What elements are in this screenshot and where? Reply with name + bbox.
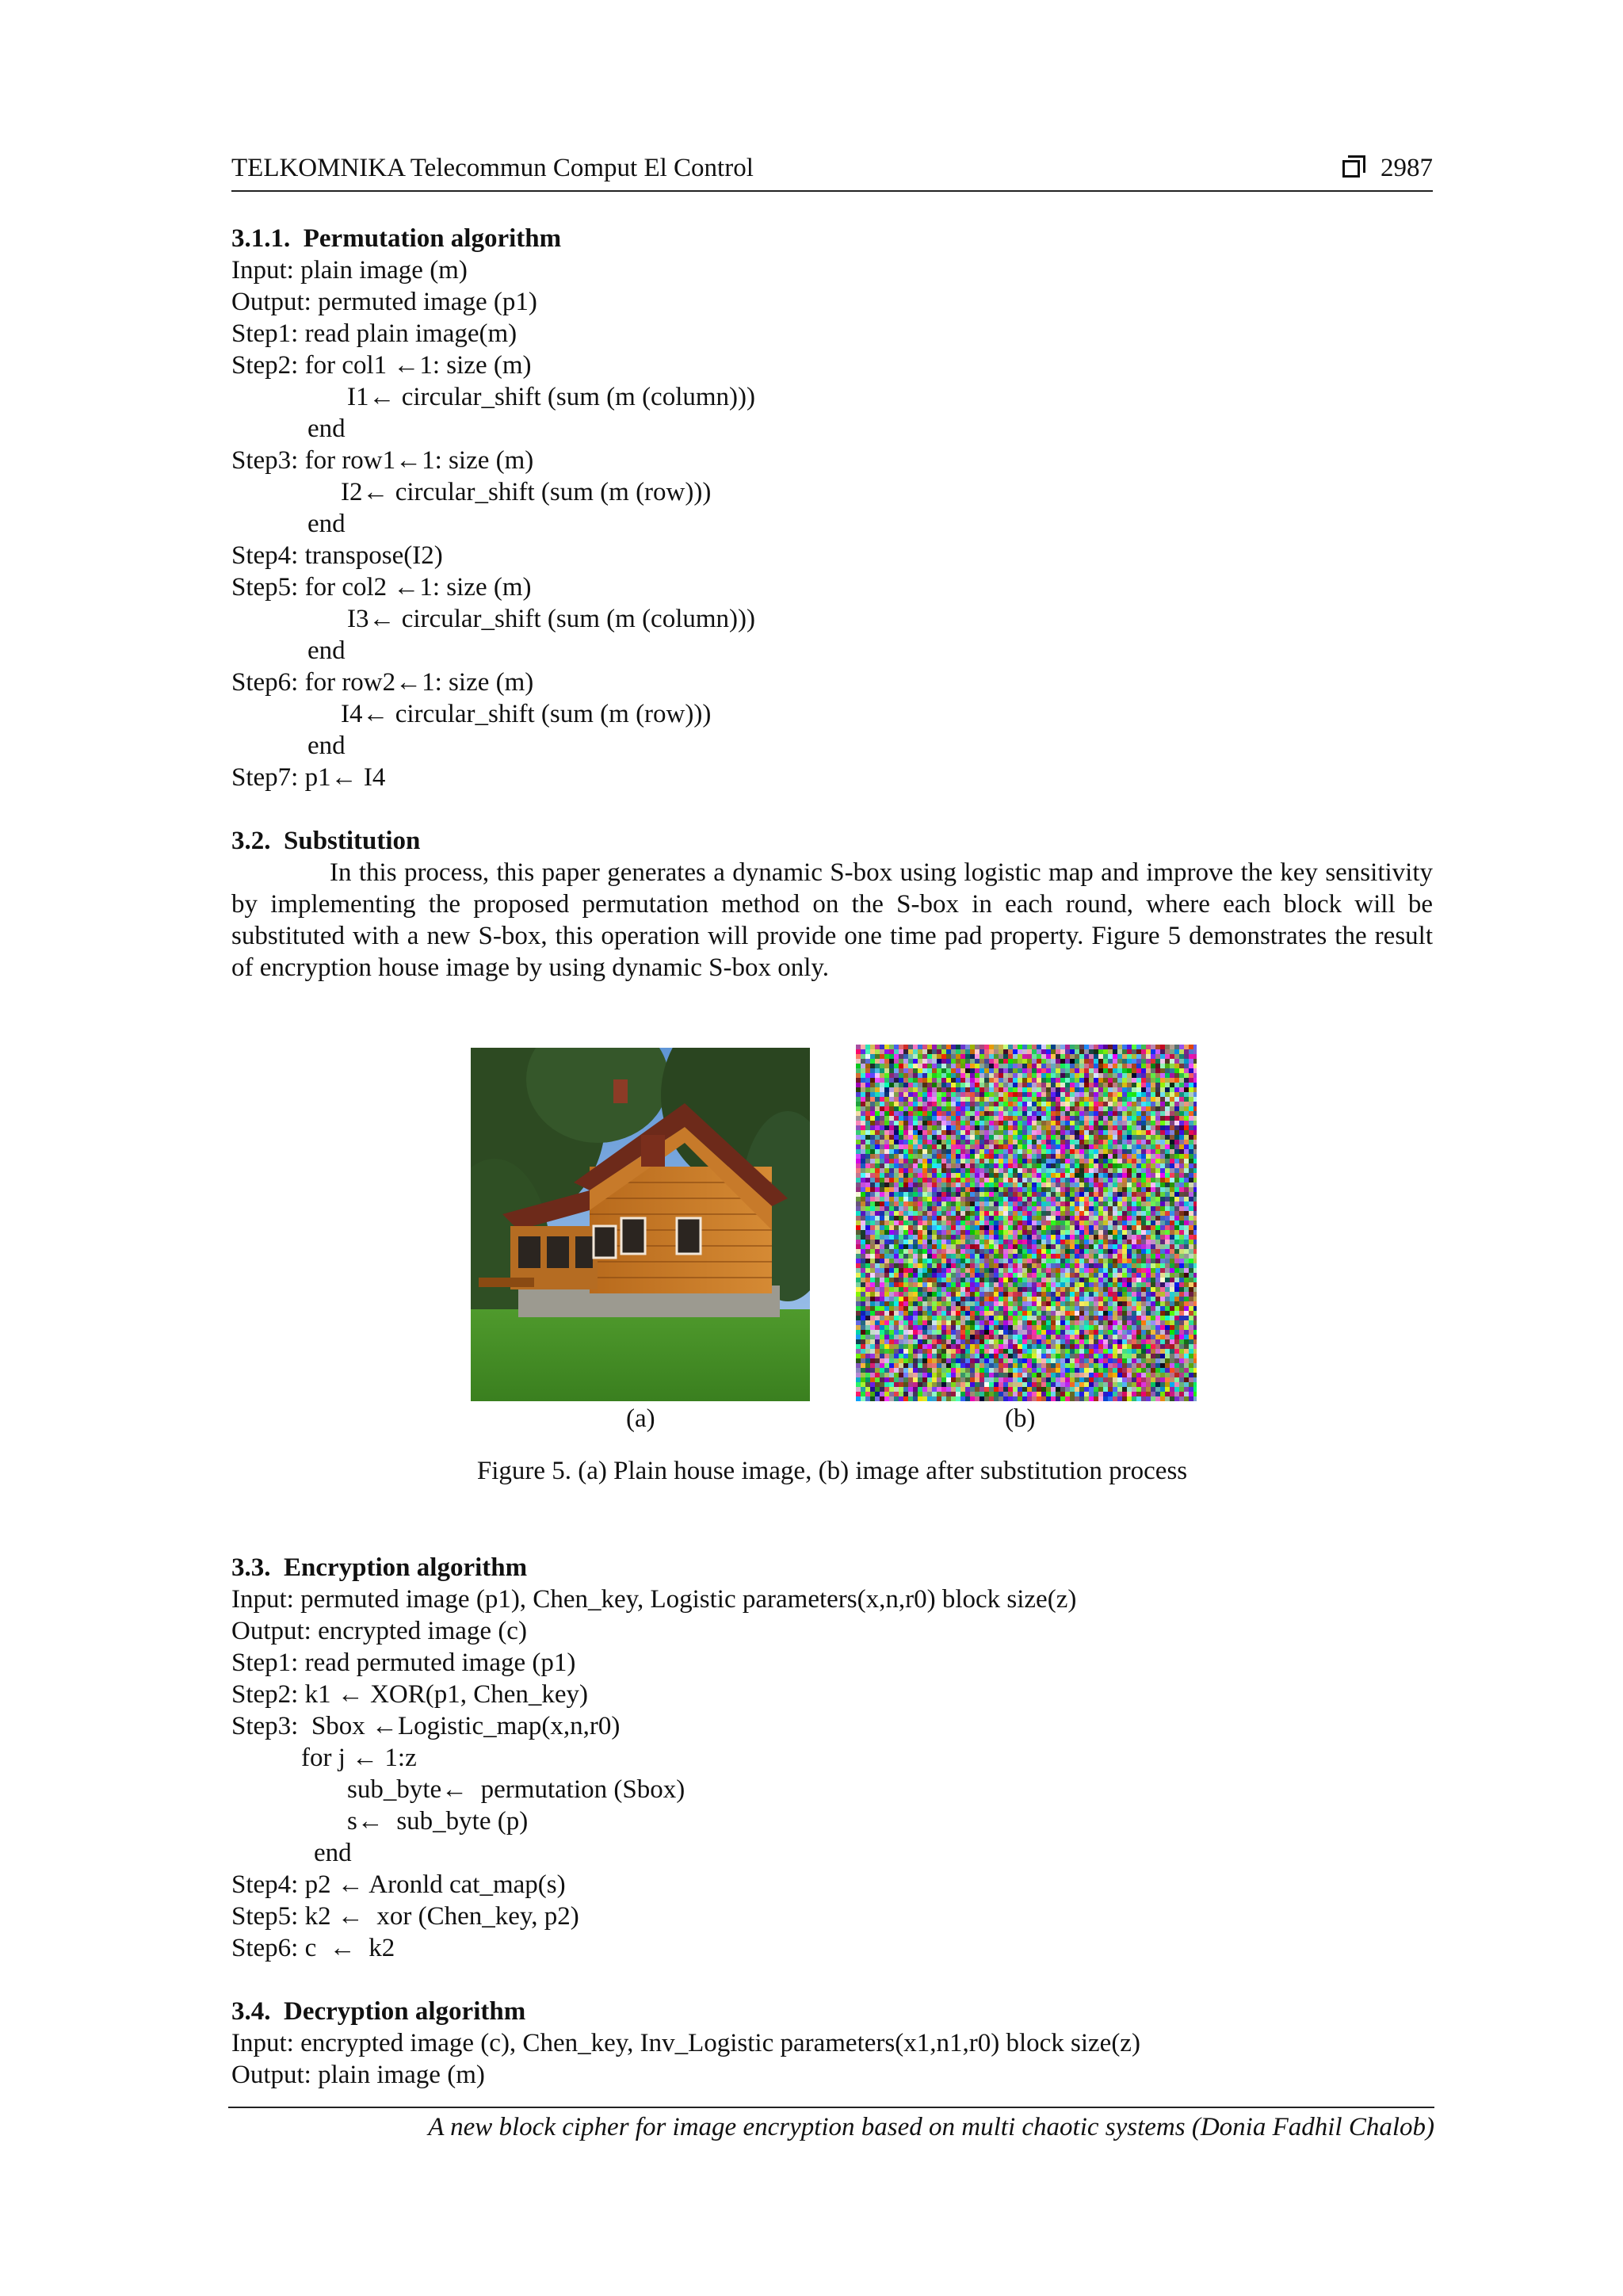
algorithm-line: end — [307, 510, 346, 538]
section-heading-3-3: 3.3. Encryption algorithm — [231, 1553, 528, 1582]
paper-title: A new block cipher for image encryption based on multi chaotic systems (Donia Fadhil Chalob) — [428, 2113, 1434, 2141]
algorithm-line: end — [307, 636, 346, 665]
algorithm-line: Step3: for row1←1: size (m) — [231, 446, 534, 475]
running-footer — [228, 2107, 1434, 2141]
algorithm-line: Input: encrypted image (c), Chen_key, Inv_Logistic parameters(x1,n1,r0) block size(z) — [231, 2029, 1140, 2057]
algorithm-line: Step2: for col1 ←1: size (m) — [231, 351, 532, 380]
paragraph-text: In this process, this paper generates a dynamic S-box using logistic map and improve the key sensitivity by implementing the proposed permutation method on the S-box in each round, where each block will be substituted with a new S-box, this operation will provide one time pad property. Figure 5 demonstrates the result of encryption house image by using dynamic S-box only. — [231, 858, 1433, 982]
algorithm-line: I4← circular_shift (sum (m (row))) — [341, 700, 712, 728]
algorithm-line: Input: permuted image (p1), Chen_key, Logistic parameters(x,n,r0) block size(z) — [231, 1585, 1077, 1614]
square-box-icon — [1342, 160, 1360, 178]
plain-house-image — [471, 1048, 810, 1401]
algorithm-line: Step4: transpose(I2) — [231, 541, 443, 570]
algorithm-line: end — [314, 1839, 352, 1867]
algorithm-line: end — [307, 732, 346, 760]
algorithm-line: Step3: Sbox ←Logistic_map(x,n,r0) — [231, 1712, 621, 1740]
algorithm-line: Step1: read permuted image (p1) — [231, 1648, 576, 1677]
algorithm-line: Step7: p1← I4 — [231, 763, 386, 792]
algorithm-line: Input: plain image (m) — [231, 256, 468, 285]
algorithm-line: end — [307, 415, 346, 443]
algorithm-line: Step5: for col2 ←1: size (m) — [231, 573, 532, 602]
algorithm-line: Step6: c ← k2 — [231, 1934, 395, 1962]
algorithm-line: for j ← 1:z — [301, 1744, 417, 1772]
algorithm-line: I1← circular_shift (sum (m (column))) — [347, 383, 756, 411]
algorithm-line: I2← circular_shift (sum (m (row))) — [341, 478, 712, 506]
figure-label-a: (a) — [626, 1404, 655, 1433]
section-heading-3-4: 3.4. Decryption algorithm — [231, 1997, 526, 2026]
algorithm-line: sub_byte← permutation (Sbox) — [347, 1775, 685, 1804]
algorithm-line: Output: permuted image (p1) — [231, 288, 537, 316]
algorithm-line: I3← circular_shift (sum (m (column))) — [347, 605, 756, 633]
algorithm-line: Step1: read plain image(m) — [231, 319, 517, 348]
page-number: 2987 — [1381, 154, 1433, 182]
body-paragraph — [231, 857, 1433, 984]
algorithm-line: Output: plain image (m) — [231, 2061, 485, 2089]
algorithm-line: s← sub_byte (p) — [347, 1807, 529, 1836]
journal-name: TELKOMNIKA Telecommun Comput El Control — [231, 154, 754, 182]
algorithm-line: Step4: p2 ← Aronld cat_map(s) — [231, 1870, 566, 1899]
substituted-noise-image — [856, 1045, 1197, 1401]
algorithm-line: Output: encrypted image (c) — [231, 1617, 527, 1645]
section-heading-3-2: 3.2. Substitution — [231, 827, 421, 855]
algorithm-line: Step6: for row2←1: size (m) — [231, 668, 534, 697]
figure-label-b: (b) — [1005, 1404, 1036, 1433]
section-heading-3-1-1: 3.1.1. Permutation algorithm — [231, 224, 562, 253]
algorithm-line: Step2: k1 ← XOR(p1, Chen_key) — [231, 1680, 589, 1709]
algorithm-line: Step5: k2 ← xor (Chen_key, p2) — [231, 1902, 579, 1931]
running-header — [231, 154, 1433, 192]
figure-caption: Figure 5. (a) Plain house image, (b) image after substitution process — [476, 1457, 1188, 1485]
